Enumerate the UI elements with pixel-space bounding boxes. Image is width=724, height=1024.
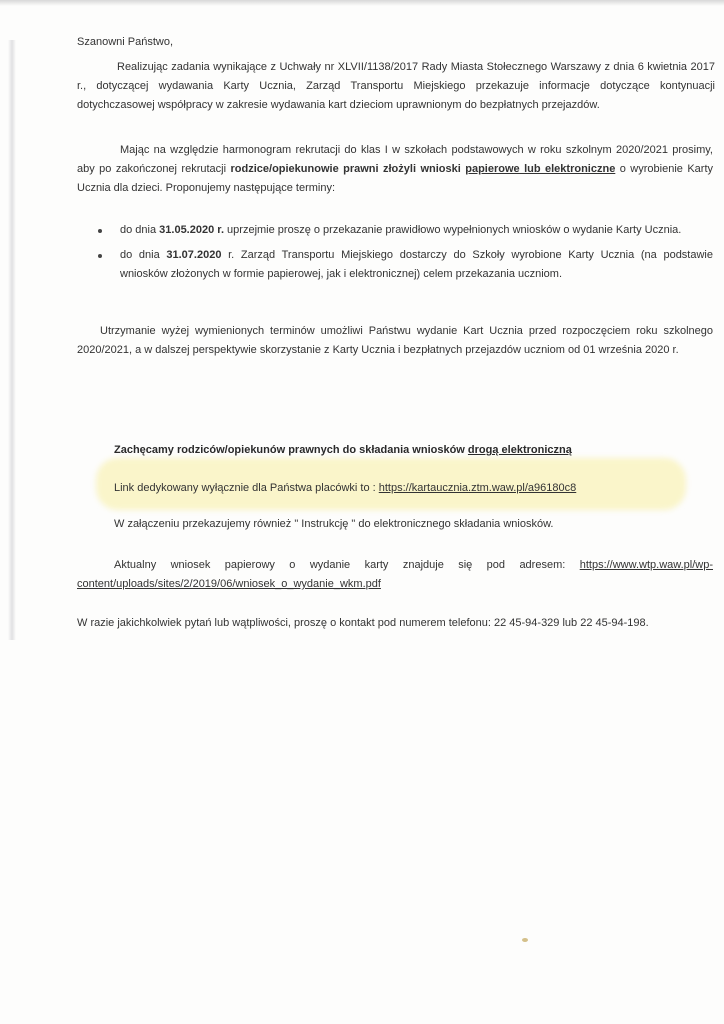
deadline-pre: do dnia [120,249,167,261]
bullet-icon [98,229,102,233]
scan-left-streak [8,40,16,640]
deadline-item [77,221,713,240]
paper-form-paragraph [77,556,713,594]
bullet-icon [98,254,102,258]
deadline-item [77,246,713,284]
contact-info: W razie jakichkolwiek pytań lub wątpliwości, proszę o kontakt pod numerem telefonu: 22 45-94-329 lub 22 45-94-198. [77,617,649,629]
paragraph-request [77,141,713,198]
paper-form-text: Aktualny wniosek papierowy o wydanie karty znajduje się pod adresem: [114,559,580,571]
scan-speck [522,938,528,942]
paragraph-intro: Realizując zadania wynikające z Uchwały nr XLVII/1138/2017 Rady Miasta Stołecznego Warszawy z dnia 6 kwietnia 2017 r., dotyczącej wydawania Karty Ucznia, Zarząd Transportu Miejskiego przekazuje informacje dotyczące kontynuacji dotychczasowej współpracy w zakresie wydawania kart dzieciom uprawnionym do bezpłatnych przejazdów. [77,61,715,111]
dedicated-link-line [114,479,694,498]
attachment-note: W załączeniu przekazujemy również " Instrukcję " do elektronicznego składania wniosków. [114,518,554,530]
deadline-list [77,221,713,290]
scan-top-edge-shadow [0,0,724,6]
dedicated-link-url[interactable]: https://kartaucznia.ztm.waw.pl/a96180c8 [378,482,577,494]
paragraph-request-bold-underline: papierowe lub elektroniczne [465,163,616,175]
deadline-post: r. Zarząd Transportu Miejskiego dostarczy do Szkoły wyrobione Karty Ucznia (na podstawie wniosków złożonych w formie papierowej, jak i elektronicznej) celem przekazania uczniom. [120,249,713,280]
dedicated-link-label: Link dedykowany wyłącznie dla Państwa placówki to : [114,482,379,494]
paragraph-request-part-b: o wyrobienie Karty Ucznia dla dzieci. Proponujemy następujące terminy: [77,163,713,194]
salutation: Szanowni Państwo, [77,36,173,48]
deadline-post: uprzejmie proszę o przekazanie prawidłowo wypełnionych wniosków o wydanie Karty Ucznia. [224,224,682,236]
encourage-text: Zachęcamy rodziców/opiekunów prawnych do składania wniosków [114,444,468,456]
paper-form-url[interactable]: https://www.wtp.waw.pl/wp-content/uploads/sites/2/2019/06/wniosek_o_wydanie_wkm.pdf [77,559,713,590]
paragraph-request-bold: rodzice/opiekunowie prawni złożyli wnioski [230,163,461,175]
paragraph-request-part-a: Mając na względzie harmonogram rekrutacji do klas I w szkołach podstawowych w roku szkolnym 2020/2021 prosimy, aby po zakończonej rekrutacji [77,144,713,175]
deadline-pre: do dnia [120,224,160,236]
deadline-date: 31.05.2020 r. [159,224,224,236]
deadline-date: 31.07.2020 [166,249,222,261]
encourage-electronic-heading [114,441,674,460]
paragraph-deadlines-benefit: Utrzymanie wyżej wymienionych terminów umożliwi Państwu wydanie Kart Ucznia przed rozpoczęciem roku szkolnego 2020/2021, a w dalszej perspektywie skorzystanie z Karty Ucznia i bezpłatnych przejazdów uczniom od 01 września 2020 r. [77,325,713,356]
encourage-underline: drogą elektroniczną [467,444,572,456]
